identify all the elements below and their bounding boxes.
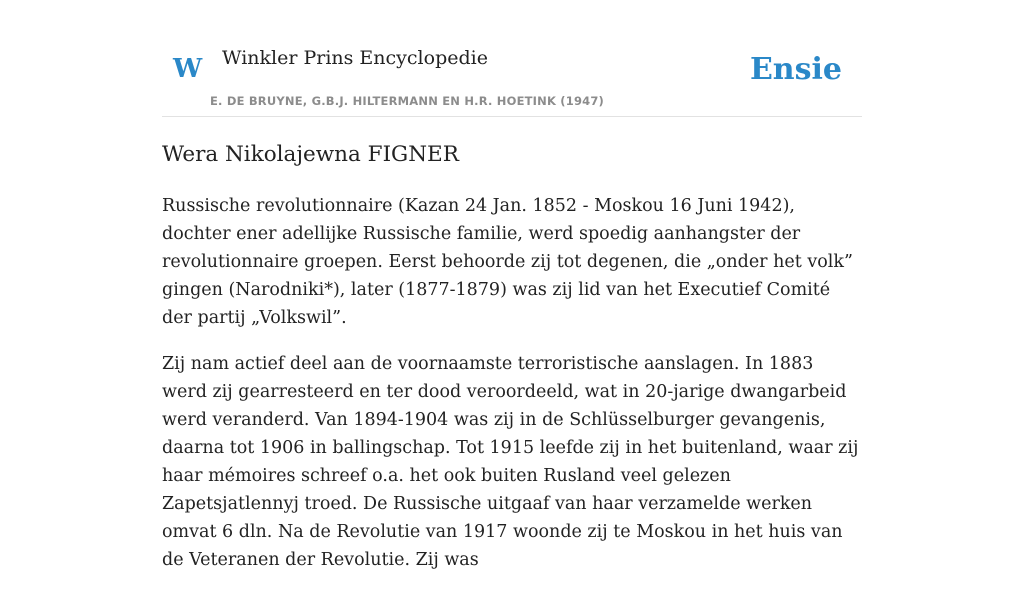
article-paragraph: Zij nam actief deel aan de voornaamste terroristische aanslagen. In 1883 werd zij gearresteerd en ter dood veroordeeld, wat in 20-jarige dwangarbeid werd veranderd. Van 1894-1904 was zij in de Schlüsselburger gevangenis, daarna tot 1906 in ballingschap. Tot 1915 leefde zij in het buitenland, waar zij haar mémoires schreef o.a. het ook buiten Rusland veel gelezen Zapetsjatlennyj troed. De Russische uitgaaf van haar verzamelde werken omvat 6 dln. Na de Revolutie van 1917 woonde zij te Moskou in het huis van de Veteranen der Revolutie. Zij was <box>162 354 859 570</box>
site-header <box>162 40 862 117</box>
ensie-logo[interactable]: Ensie <box>749 52 842 87</box>
encyclopedia-title[interactable]: Winkler Prins Encyclopedie <box>222 47 488 69</box>
article-paragraph: Russische revolutionnaire (Kazan 24 Jan. 1852 - Moskou 16 Juni 1942), dochter ener adellijke Russische familie, werd spoedig aanhangster der revolutionnaire groepen. Eerst behoorde zij tot degenen, die „onder het volk” gingen (Narodniki*), later (1877-1879) was zij lid van het Executief Comité der partij „Volkswil”. <box>162 196 853 328</box>
article-title: Wera Nikolajewna FIGNER <box>162 142 459 167</box>
article-body <box>162 192 862 592</box>
authors-line: E. DE BRUYNE, G.B.J. HILTERMANN EN H.R. HOETINK (1947) <box>210 94 605 108</box>
winkler-prins-logo[interactable]: W <box>173 54 203 84</box>
